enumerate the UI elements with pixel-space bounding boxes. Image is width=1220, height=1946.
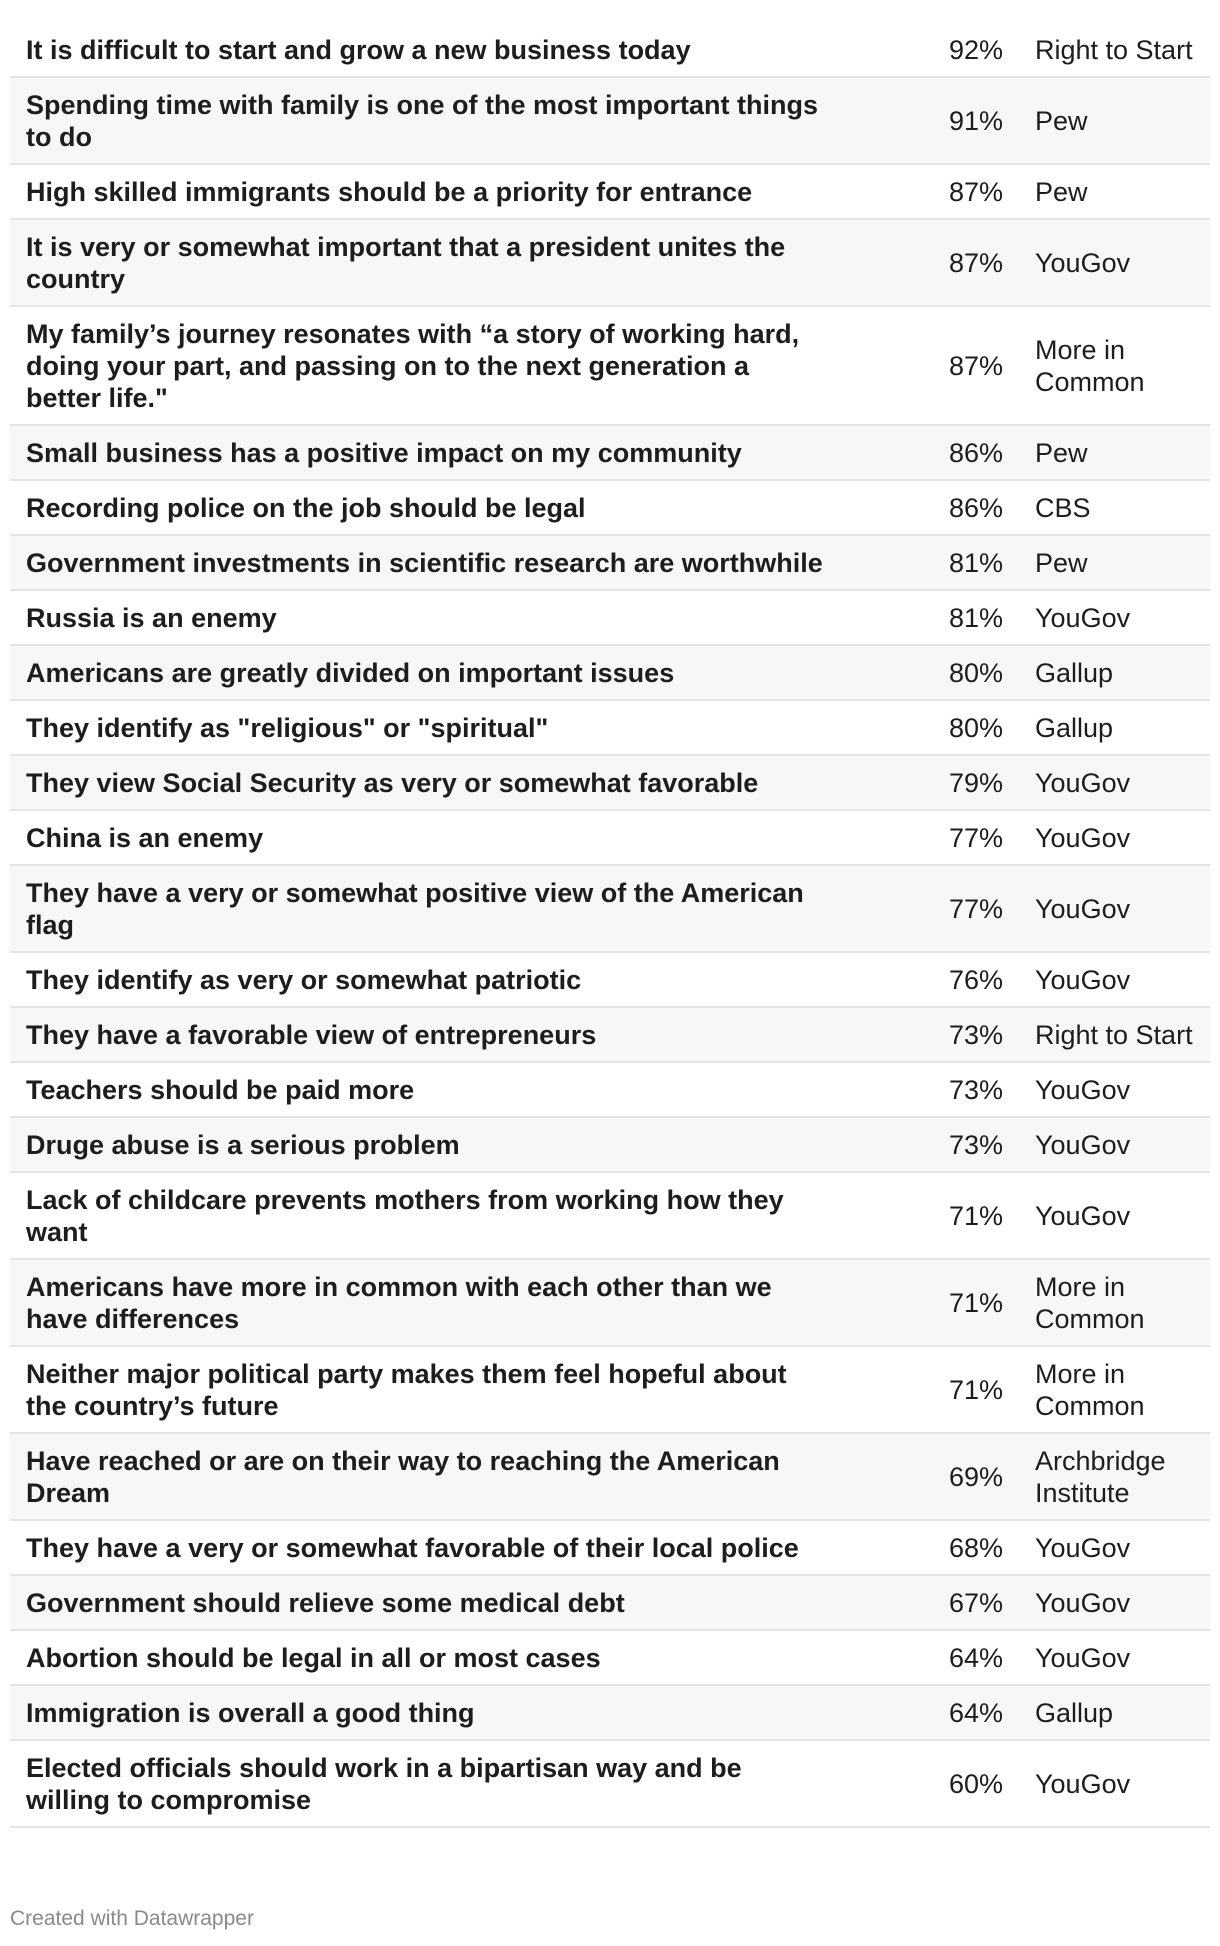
table-row bbox=[10, 952, 1210, 1007]
table-row bbox=[10, 77, 1210, 164]
source-cell: Archbridge Institute bbox=[1019, 1433, 1210, 1520]
table-row bbox=[10, 645, 1210, 700]
source-cell: CBS bbox=[1019, 480, 1210, 535]
table-row bbox=[10, 1117, 1210, 1172]
source-cell: Pew bbox=[1019, 77, 1210, 164]
percent-cell: 91% bbox=[842, 77, 1019, 164]
table-row bbox=[10, 23, 1210, 77]
table-row bbox=[10, 1740, 1210, 1827]
statement-cell: Government investments in scientific research are worthwhile bbox=[10, 535, 842, 590]
source-cell: YouGov bbox=[1019, 1520, 1210, 1575]
percent-cell: 71% bbox=[842, 1172, 1019, 1259]
percent-cell: 73% bbox=[842, 1117, 1019, 1172]
percent-cell: 80% bbox=[842, 700, 1019, 755]
table-row bbox=[10, 480, 1210, 535]
statement-cell: Spending time with family is one of the most important things to do bbox=[10, 77, 842, 164]
statement-cell: China is an enemy bbox=[10, 810, 842, 865]
source-cell: YouGov bbox=[1019, 1575, 1210, 1630]
table-body bbox=[10, 23, 1210, 1827]
percent-cell: 64% bbox=[842, 1685, 1019, 1740]
source-cell: More in Common bbox=[1019, 306, 1210, 425]
percent-cell: 87% bbox=[842, 306, 1019, 425]
credit-line[interactable]: Created with Datawrapper bbox=[10, 1907, 254, 1930]
source-cell: YouGov bbox=[1019, 590, 1210, 645]
statement-cell: It is difficult to start and grow a new business today bbox=[10, 23, 842, 77]
source-cell: Pew bbox=[1019, 535, 1210, 590]
statement-cell: Recording police on the job should be legal bbox=[10, 480, 842, 535]
table-row bbox=[10, 1007, 1210, 1062]
percent-cell: 81% bbox=[842, 590, 1019, 645]
percent-cell: 79% bbox=[842, 755, 1019, 810]
percent-cell: 73% bbox=[842, 1062, 1019, 1117]
source-cell: Right to Start bbox=[1019, 1007, 1210, 1062]
table-row bbox=[10, 425, 1210, 480]
percent-cell: 68% bbox=[842, 1520, 1019, 1575]
table-row bbox=[10, 1346, 1210, 1433]
percent-cell: 77% bbox=[842, 865, 1019, 952]
table-row bbox=[10, 755, 1210, 810]
table-row bbox=[10, 1259, 1210, 1346]
percent-cell: 71% bbox=[842, 1259, 1019, 1346]
percent-cell: 92% bbox=[842, 23, 1019, 77]
source-cell: YouGov bbox=[1019, 219, 1210, 306]
percent-cell: 86% bbox=[842, 425, 1019, 480]
statement-cell: Abortion should be legal in all or most cases bbox=[10, 1630, 842, 1685]
percent-cell: 81% bbox=[842, 535, 1019, 590]
source-cell: YouGov bbox=[1019, 755, 1210, 810]
statement-cell: They identify as "religious" or "spiritual" bbox=[10, 700, 842, 755]
source-cell: Pew bbox=[1019, 425, 1210, 480]
table-row bbox=[10, 590, 1210, 645]
source-cell: YouGov bbox=[1019, 810, 1210, 865]
table-row bbox=[10, 219, 1210, 306]
percent-cell: 73% bbox=[842, 1007, 1019, 1062]
percent-cell: 64% bbox=[842, 1630, 1019, 1685]
table-row bbox=[10, 535, 1210, 590]
source-cell: YouGov bbox=[1019, 865, 1210, 952]
data-table bbox=[10, 23, 1210, 1828]
percent-cell: 71% bbox=[842, 1346, 1019, 1433]
table-row bbox=[10, 1520, 1210, 1575]
percent-cell: 87% bbox=[842, 219, 1019, 306]
statement-cell: Immigration is overall a good thing bbox=[10, 1685, 842, 1740]
statement-cell: Americans are greatly divided on important issues bbox=[10, 645, 842, 700]
table-row bbox=[10, 1062, 1210, 1117]
table-row bbox=[10, 1172, 1210, 1259]
table-row bbox=[10, 1575, 1210, 1630]
statement-cell: Small business has a positive impact on my community bbox=[10, 425, 842, 480]
source-cell: More in Common bbox=[1019, 1259, 1210, 1346]
percent-cell: 77% bbox=[842, 810, 1019, 865]
statement-cell: High skilled immigrants should be a priority for entrance bbox=[10, 164, 842, 219]
table-row bbox=[10, 810, 1210, 865]
statement-cell: Americans have more in common with each other than we have differences bbox=[10, 1259, 842, 1346]
source-cell: YouGov bbox=[1019, 1630, 1210, 1685]
source-cell: Gallup bbox=[1019, 700, 1210, 755]
percent-cell: 67% bbox=[842, 1575, 1019, 1630]
table-row bbox=[10, 865, 1210, 952]
table-row bbox=[10, 1433, 1210, 1520]
percent-cell: 80% bbox=[842, 645, 1019, 700]
statement-cell: They identify as very or somewhat patriotic bbox=[10, 952, 842, 1007]
table-row bbox=[10, 306, 1210, 425]
statement-cell: They have a very or somewhat favorable of their local police bbox=[10, 1520, 842, 1575]
statement-cell: Government should relieve some medical debt bbox=[10, 1575, 842, 1630]
statement-cell: Neither major political party makes them feel hopeful about the country’s future bbox=[10, 1346, 842, 1433]
statement-cell: It is very or somewhat important that a president unites the country bbox=[10, 219, 842, 306]
statement-cell: Have reached or are on their way to reaching the American Dream bbox=[10, 1433, 842, 1520]
percent-cell: 69% bbox=[842, 1433, 1019, 1520]
percent-cell: 86% bbox=[842, 480, 1019, 535]
source-cell: Right to Start bbox=[1019, 23, 1210, 77]
source-cell: Gallup bbox=[1019, 1685, 1210, 1740]
table-row bbox=[10, 700, 1210, 755]
source-cell: Gallup bbox=[1019, 645, 1210, 700]
percent-cell: 60% bbox=[842, 1740, 1019, 1827]
statement-cell: They have a favorable view of entrepreneurs bbox=[10, 1007, 842, 1062]
statement-cell: Druge abuse is a serious problem bbox=[10, 1117, 842, 1172]
statement-cell: They have a very or somewhat positive view of the American flag bbox=[10, 865, 842, 952]
source-cell: YouGov bbox=[1019, 1740, 1210, 1827]
source-cell: YouGov bbox=[1019, 1172, 1210, 1259]
statement-cell: They view Social Security as very or somewhat favorable bbox=[10, 755, 842, 810]
table-row bbox=[10, 1630, 1210, 1685]
statement-cell: Teachers should be paid more bbox=[10, 1062, 842, 1117]
source-cell: YouGov bbox=[1019, 952, 1210, 1007]
statement-cell: Lack of childcare prevents mothers from working how they want bbox=[10, 1172, 842, 1259]
statement-cell: Russia is an enemy bbox=[10, 590, 842, 645]
statement-cell: Elected officials should work in a bipartisan way and be willing to compromise bbox=[10, 1740, 842, 1827]
source-cell: YouGov bbox=[1019, 1117, 1210, 1172]
table-row bbox=[10, 164, 1210, 219]
source-cell: Pew bbox=[1019, 164, 1210, 219]
percent-cell: 76% bbox=[842, 952, 1019, 1007]
source-cell: YouGov bbox=[1019, 1062, 1210, 1117]
source-cell: More in Common bbox=[1019, 1346, 1210, 1433]
percent-cell: 87% bbox=[842, 164, 1019, 219]
table-row bbox=[10, 1685, 1210, 1740]
statement-cell: My family’s journey resonates with “a story of working hard, doing your part, and passing on to the next generation a better life." bbox=[10, 306, 842, 425]
